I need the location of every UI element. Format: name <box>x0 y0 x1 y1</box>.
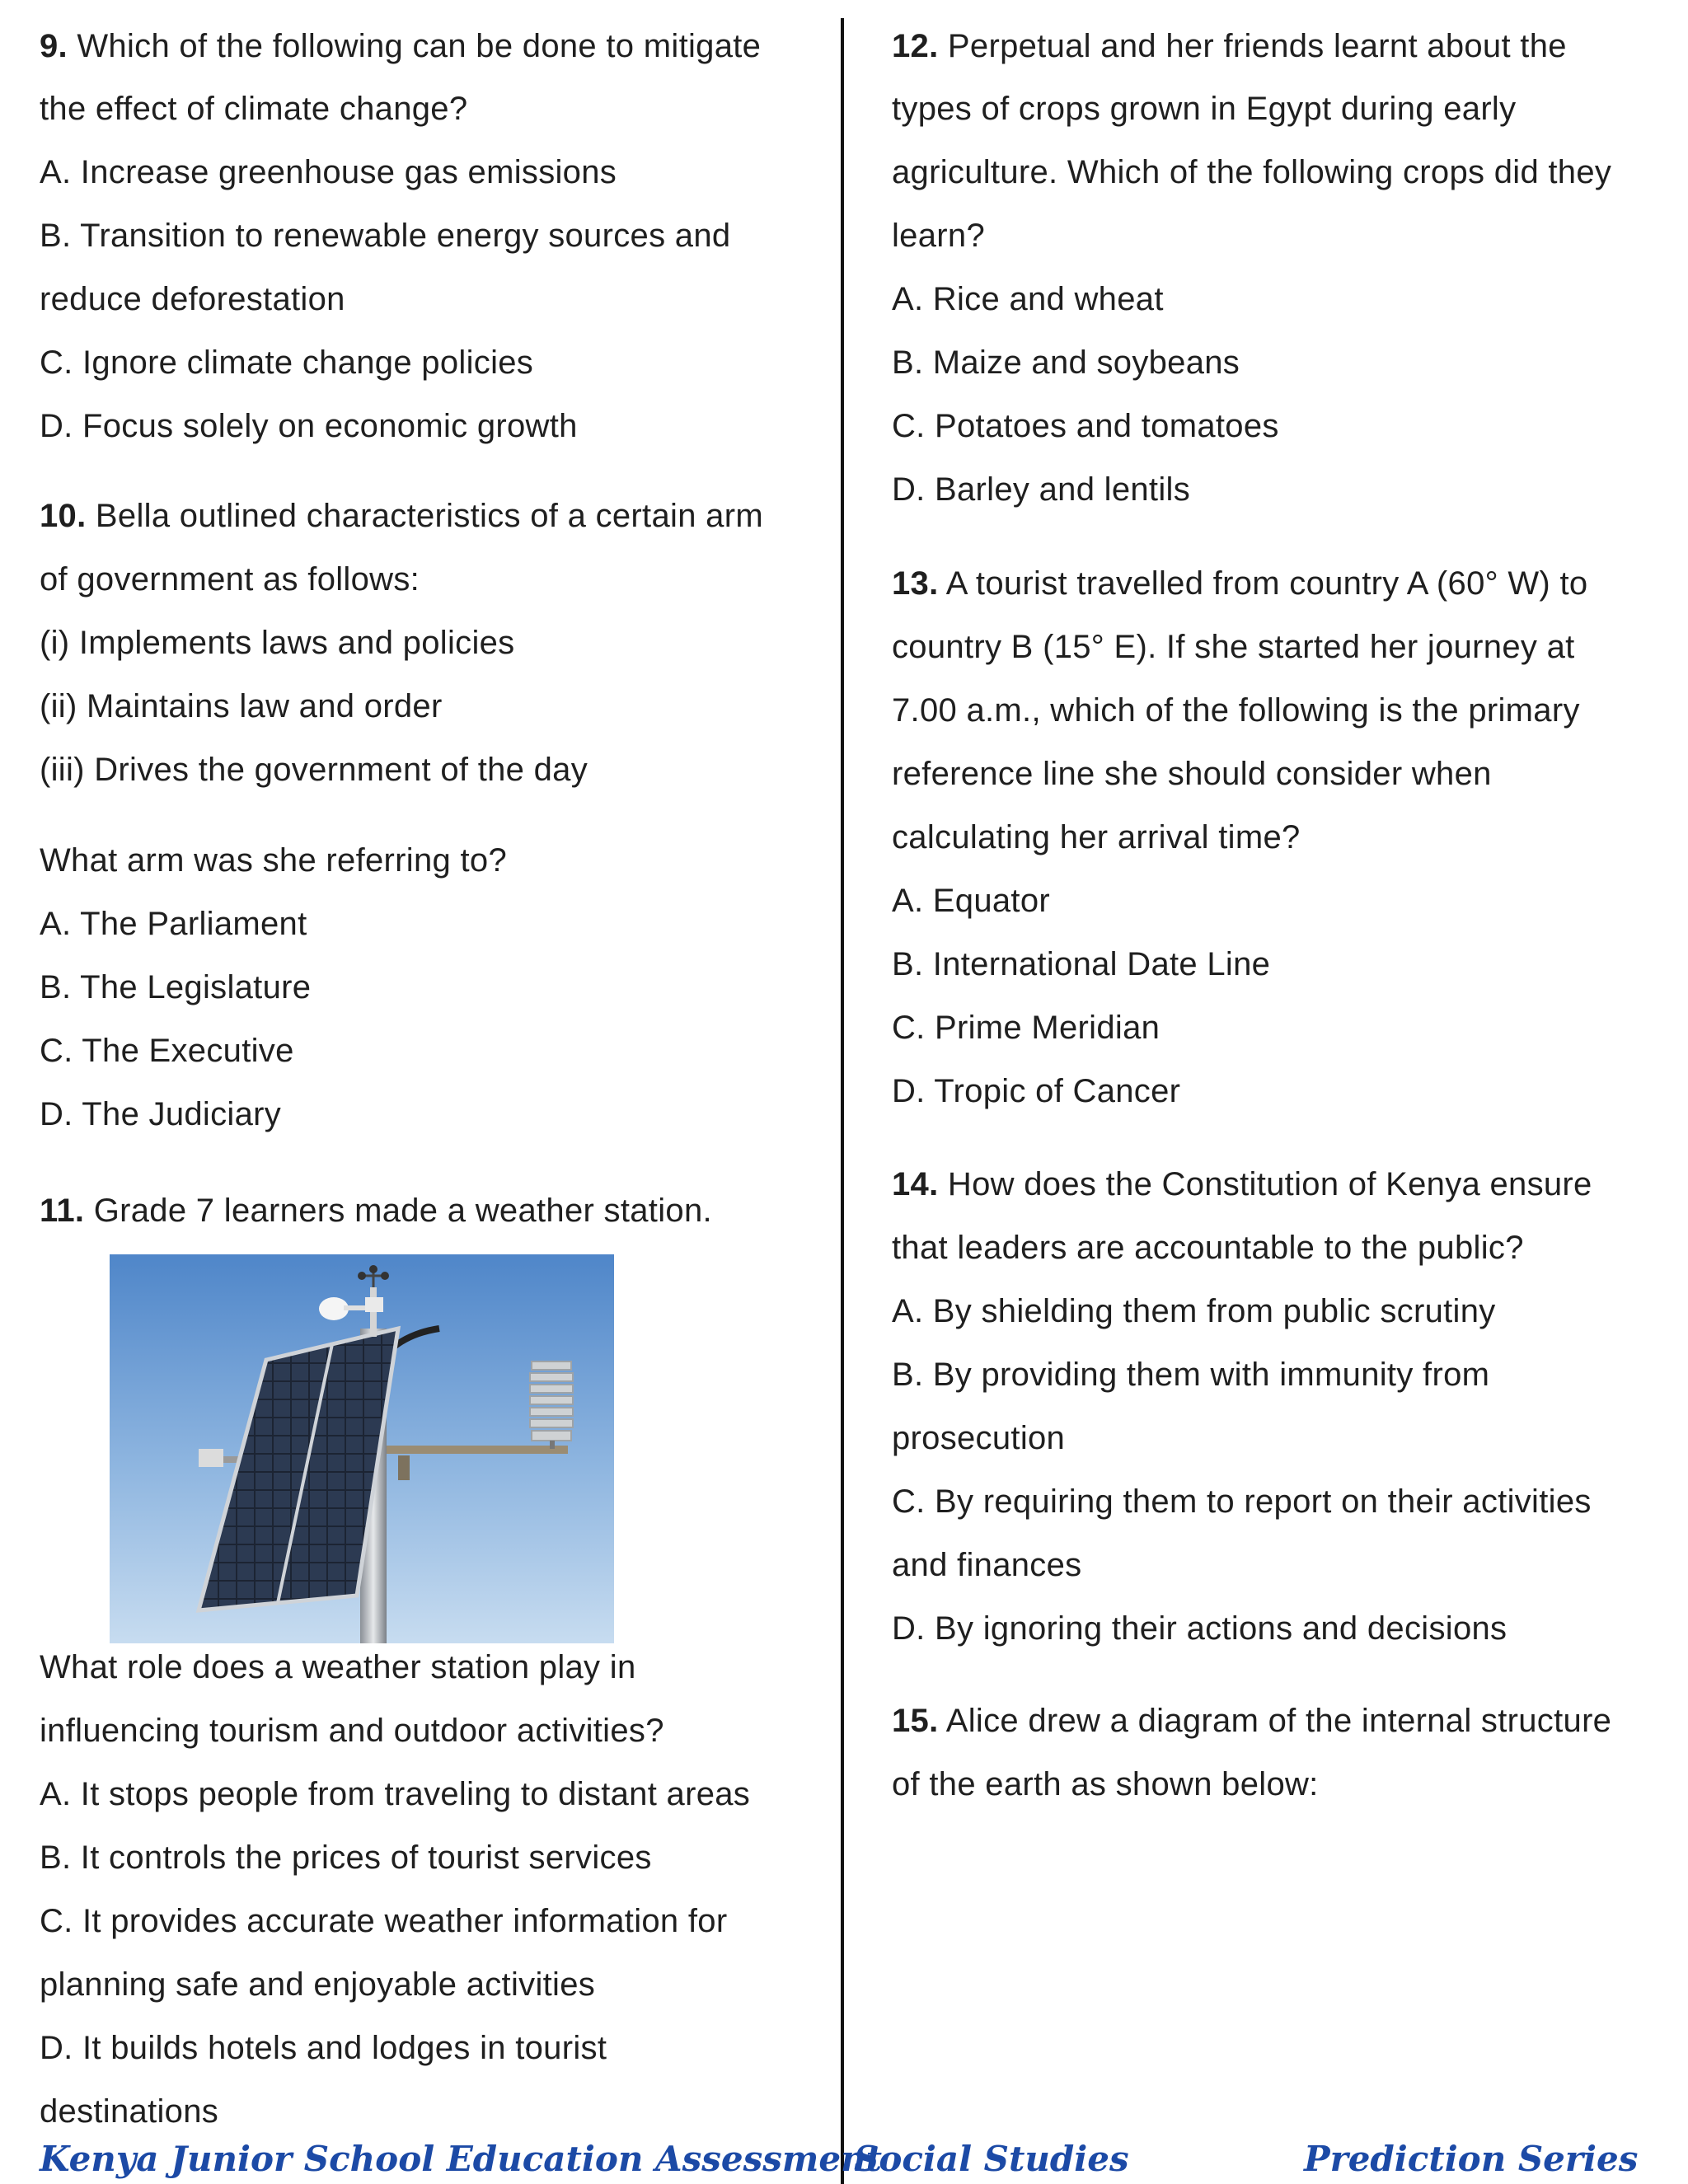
question-number: 9. <box>40 28 68 64</box>
option-a: A. By shielding them from public scrutiny <box>892 1293 1496 1329</box>
option-b: B. Maize and soybeans <box>892 344 1240 381</box>
option-b: B. It controls the prices of tourist services <box>40 1840 652 1876</box>
option-a: A. The Parliament <box>40 906 307 942</box>
option-a: A. Equator <box>892 883 1051 919</box>
question-number: 11. <box>40 1193 85 1229</box>
question-12-stem-line-1: 12. Perpetual and her friends learnt about the <box>892 28 1567 64</box>
question-10-prompt: What arm was she referring to? <box>40 842 507 879</box>
option-c-continued: planning safe and enjoyable activities <box>40 1966 596 2003</box>
question-12-stem-line-3: agriculture. Which of the following crops did they <box>892 154 1612 190</box>
option-c: C. The Executive <box>40 1033 294 1069</box>
option-a: A. It stops people from traveling to distant areas <box>40 1776 751 1812</box>
option-c: C. It provides accurate weather information for <box>40 1903 728 1939</box>
option-d: D. Barley and lentils <box>892 471 1191 508</box>
question-13-stem-line-2: country B (15° E). If she started her journey at <box>892 629 1575 665</box>
column-divider <box>841 18 844 2184</box>
option-c-continued: and finances <box>892 1547 1082 1583</box>
option-b: B. By providing them with immunity from <box>892 1357 1490 1393</box>
question-number: 10. <box>40 498 87 534</box>
question-10-stem-line-2: of government as follows: <box>40 561 420 598</box>
question-number: 13. <box>892 565 939 602</box>
question-13-stem-line-5: calculating her arrival time? <box>892 819 1301 855</box>
question-15-stem-line-1: 15. Alice drew a diagram of the internal structure <box>892 1703 1612 1739</box>
option-c: C. Prime Meridian <box>892 1010 1160 1046</box>
option-b: B. International Date Line <box>892 946 1271 982</box>
option-d: D. The Judiciary <box>40 1096 282 1132</box>
question-14-stem-line-1: 14. How does the Constitution of Kenya ensure <box>892 1166 1592 1202</box>
question-15-stem-line-2: of the earth as shown below: <box>892 1766 1319 1802</box>
question-9-stem-line-2: the effect of climate change? <box>40 91 468 127</box>
option-d: D. Focus solely on economic growth <box>40 408 578 444</box>
weather-station-photo <box>110 1254 614 1643</box>
question-13-stem-line-4: reference line she should consider when <box>892 756 1492 792</box>
option-d-continued: destinations <box>40 2093 219 2130</box>
option-c: C. Potatoes and tomatoes <box>892 408 1279 444</box>
question-12-stem-line-4: learn? <box>892 218 985 254</box>
option-a: A. Increase greenhouse gas emissions <box>40 154 617 190</box>
option-c: C. By requiring them to report on their activities <box>892 1483 1592 1520</box>
question-11-stem: 11. Grade 7 learners made a weather station. <box>40 1193 712 1229</box>
option-c: C. Ignore climate change policies <box>40 344 534 381</box>
option-b-continued: prosecution <box>892 1420 1066 1456</box>
footer-subject: Social Studies <box>854 2139 1129 2179</box>
question-12-stem-line-2: types of crops grown in Egypt during early <box>892 91 1517 127</box>
question-number: 12. <box>892 28 939 64</box>
option-d: D. It builds hotels and lodges in tourist <box>40 2030 607 2066</box>
characteristic-i: (i) Implements laws and policies <box>40 625 515 661</box>
characteristic-ii: (ii) Maintains law and order <box>40 688 443 724</box>
option-d: D. By ignoring their actions and decisions <box>892 1610 1507 1647</box>
option-d: D. Tropic of Cancer <box>892 1073 1181 1109</box>
option-b: B. The Legislature <box>40 969 312 1005</box>
question-13-stem-line-3: 7.00 a.m., which of the following is the primary <box>892 692 1580 729</box>
question-11-prompt-line-1: What role does a weather station play in <box>40 1649 636 1685</box>
characteristic-iii: (iii) Drives the government of the day <box>40 752 588 788</box>
question-number: 15. <box>892 1703 939 1739</box>
question-10-stem-line-1: 10. Bella outlined characteristics of a certain arm <box>40 498 763 534</box>
footer-series: Prediction Series <box>1304 2139 1639 2179</box>
option-b-continued: reduce deforestation <box>40 281 345 317</box>
question-14-stem-line-2: that leaders are accountable to the public? <box>892 1230 1524 1266</box>
footer-left-title: Kenya Junior School Education Assessment <box>40 2139 883 2179</box>
question-13-stem-line-1: 13. A tourist travelled from country A (60° W) to <box>892 565 1588 602</box>
option-b: B. Transition to renewable energy sources and <box>40 218 731 254</box>
question-11-prompt-line-2: influencing tourism and outdoor activities? <box>40 1713 664 1749</box>
option-a: A. Rice and wheat <box>892 281 1164 317</box>
question-number: 14. <box>892 1166 939 1202</box>
question-9-stem-line-1: 9. Which of the following can be done to mitigate <box>40 28 762 64</box>
